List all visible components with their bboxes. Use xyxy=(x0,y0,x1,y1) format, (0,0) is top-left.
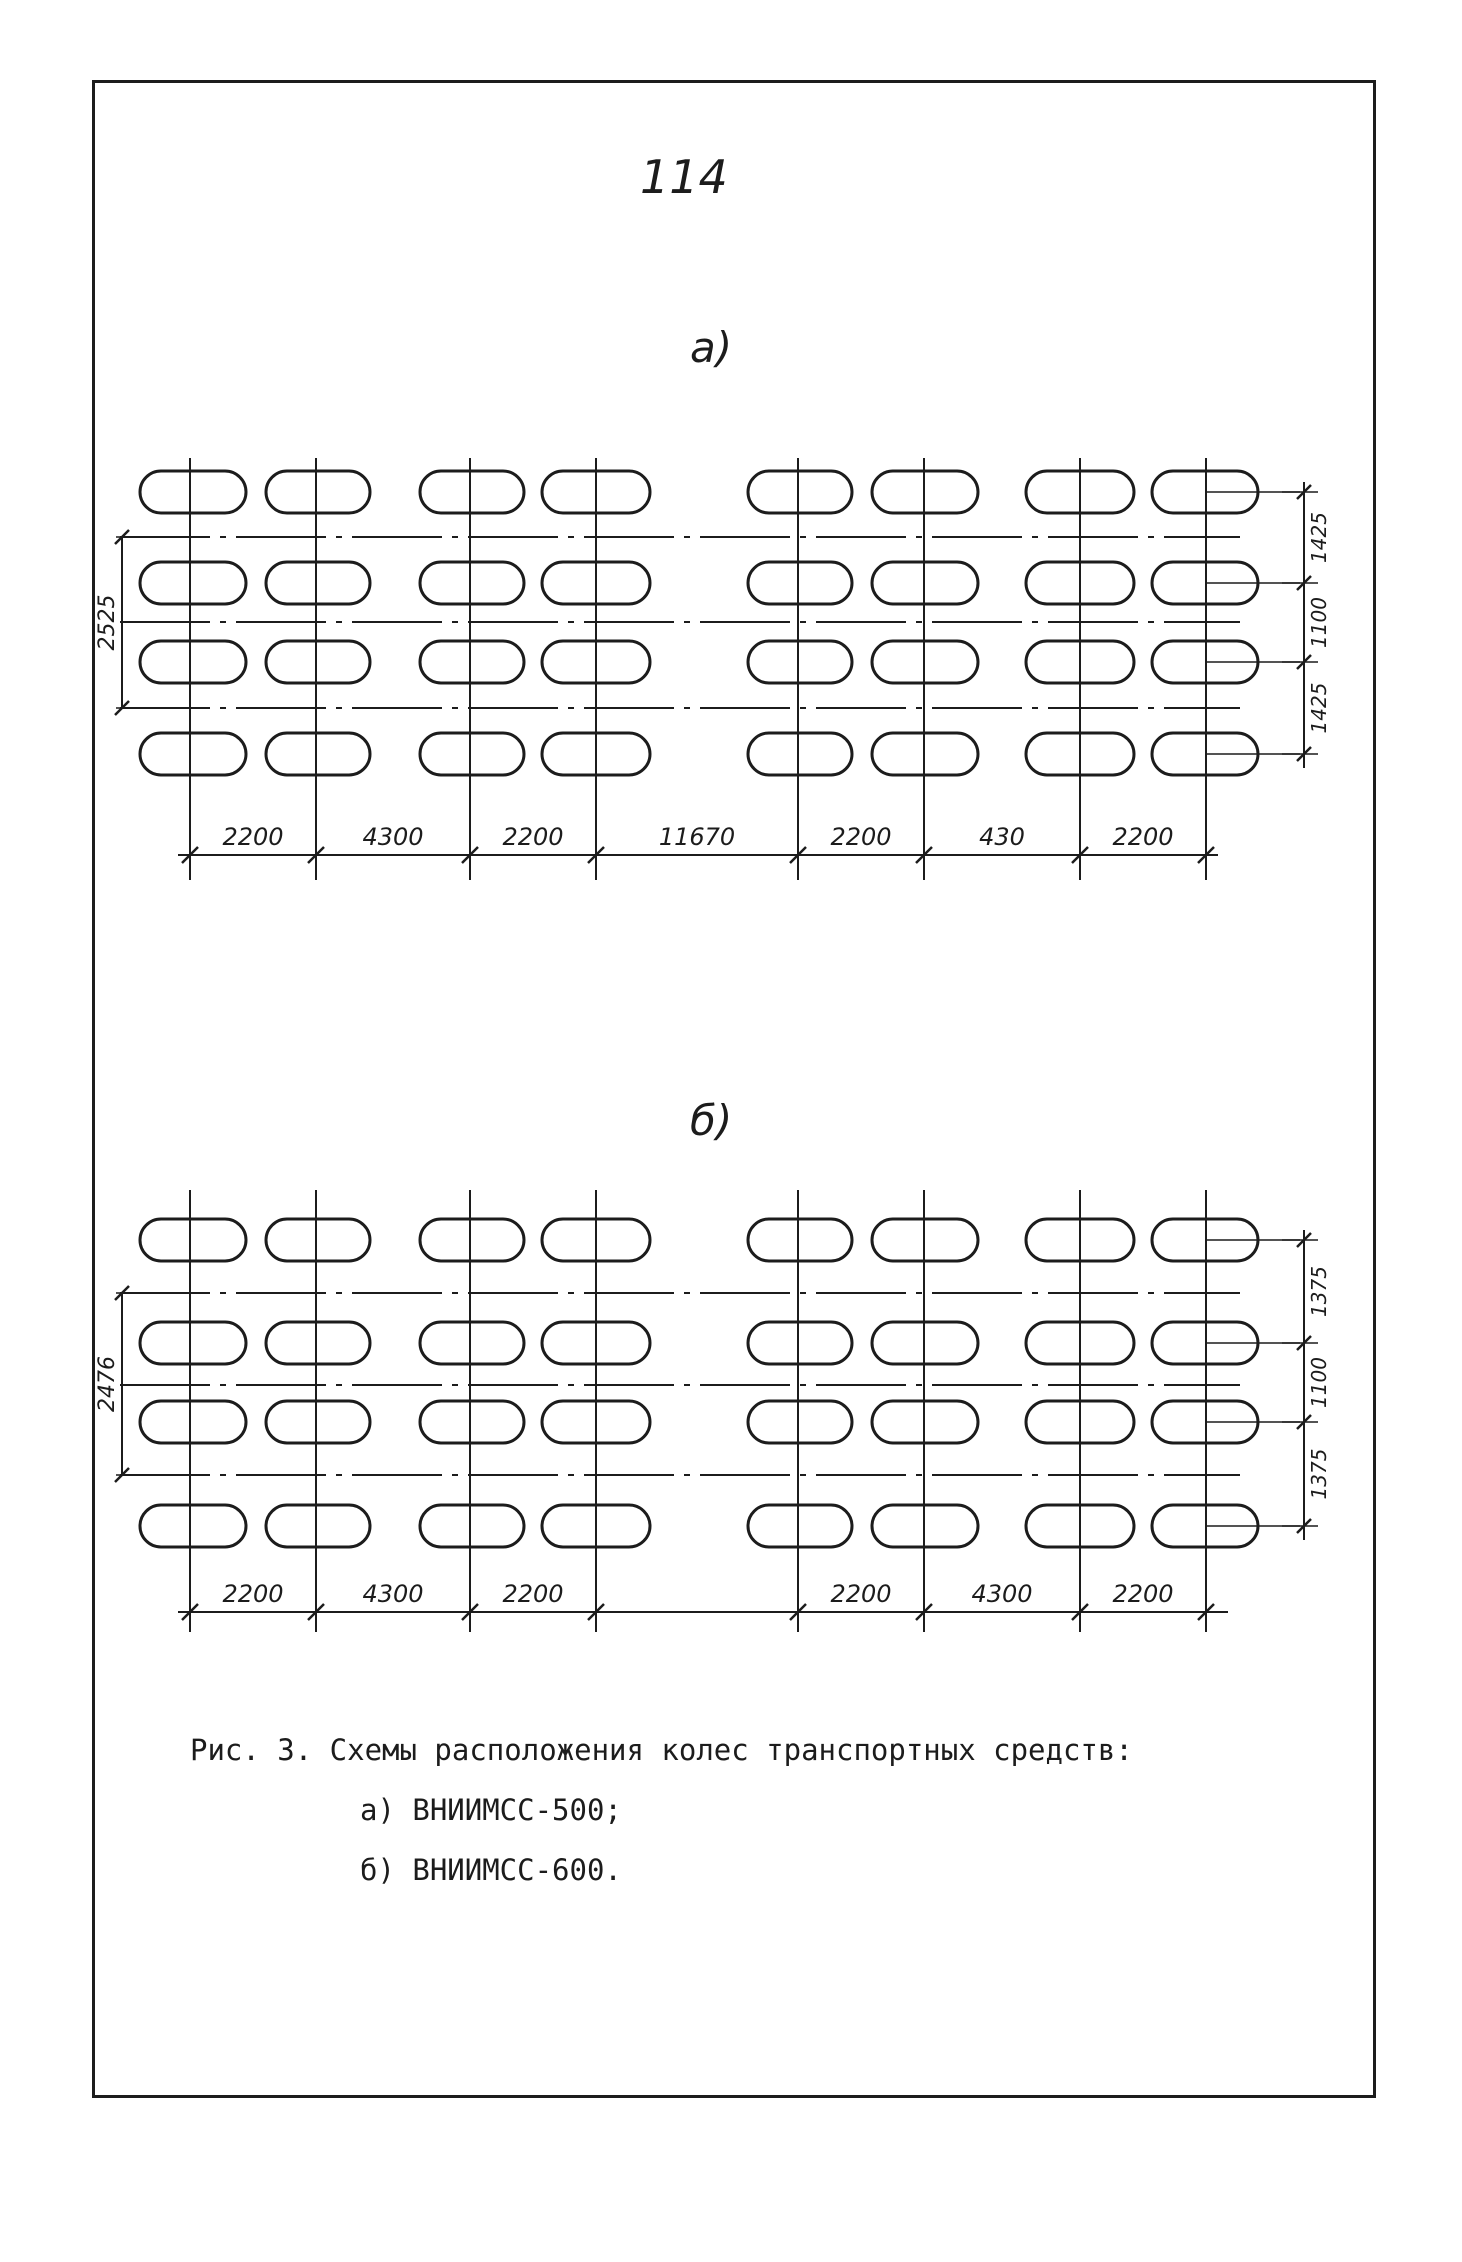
wheel xyxy=(140,1322,246,1364)
wheel xyxy=(140,1401,246,1443)
dimension-label-right: 1100 xyxy=(1307,597,1331,648)
dimension-label: 11670 xyxy=(658,823,736,851)
wheel xyxy=(748,1401,852,1443)
wheel xyxy=(748,733,852,775)
wheel xyxy=(140,641,246,683)
wheel xyxy=(266,471,370,513)
dimension-label: 430 xyxy=(979,823,1025,851)
wheel xyxy=(140,562,246,604)
page-number: 114 xyxy=(640,150,728,204)
wheel xyxy=(266,1219,370,1261)
wheel xyxy=(266,733,370,775)
wheel xyxy=(748,471,852,513)
wheel xyxy=(420,471,524,513)
dimension-label: 2200 xyxy=(502,823,564,851)
dimension-label: 2200 xyxy=(502,1580,564,1608)
wheel xyxy=(420,641,524,683)
dimension-label: 2200 xyxy=(830,1580,892,1608)
wheel xyxy=(266,1322,370,1364)
scheme-a xyxy=(95,323,1331,880)
scheme-b xyxy=(95,1096,1331,1632)
dimension-label-right: 1375 xyxy=(1307,1448,1331,1500)
dimension-label-right: 1425 xyxy=(1307,512,1331,563)
dimension-label-right: 1375 xyxy=(1307,1266,1331,1317)
wheel xyxy=(420,1401,524,1443)
wheel xyxy=(420,1219,524,1261)
wheel xyxy=(748,1219,852,1261)
dimension-label: 2200 xyxy=(1112,823,1174,851)
dimension-label-right: 1425 xyxy=(1307,682,1331,734)
dimension-label-right: 1100 xyxy=(1307,1357,1331,1408)
dimension-label: 2200 xyxy=(222,823,284,851)
wheel xyxy=(420,733,524,775)
dimension-label: 4300 xyxy=(971,1580,1033,1608)
wheel xyxy=(266,1401,370,1443)
wheel xyxy=(748,562,852,604)
wheel xyxy=(748,1322,852,1364)
wheel xyxy=(140,1505,246,1547)
scheme-b-label: б) xyxy=(690,1096,733,1145)
dimension-label-left: 2476 xyxy=(95,1356,120,1412)
wheel xyxy=(266,641,370,683)
dimension-label: 4300 xyxy=(362,823,424,851)
wheel xyxy=(420,1322,524,1364)
wheel xyxy=(266,1505,370,1547)
caption-item-b: б) ВНИИМСС-600. xyxy=(360,1853,622,1887)
dimension-label: 2200 xyxy=(830,823,892,851)
wheel xyxy=(140,733,246,775)
wheel xyxy=(420,1505,524,1547)
dimension-label-left: 2525 xyxy=(95,594,120,651)
wheel xyxy=(266,562,370,604)
figure-caption xyxy=(190,1720,1133,1900)
wheel xyxy=(140,471,246,513)
wheel xyxy=(748,1505,852,1547)
wheel xyxy=(420,562,524,604)
caption-title: Рис. 3. Схемы расположения колес транспортных средств: xyxy=(190,1733,1133,1767)
wheel xyxy=(140,1219,246,1261)
caption-item-a: а) ВНИИМСС-500; xyxy=(360,1793,622,1827)
wheel xyxy=(748,641,852,683)
scheme-a-label: а) xyxy=(690,323,733,372)
dimension-label: 2200 xyxy=(1112,1580,1174,1608)
dimension-label: 2200 xyxy=(222,1580,284,1608)
dimension-label: 4300 xyxy=(362,1580,424,1608)
